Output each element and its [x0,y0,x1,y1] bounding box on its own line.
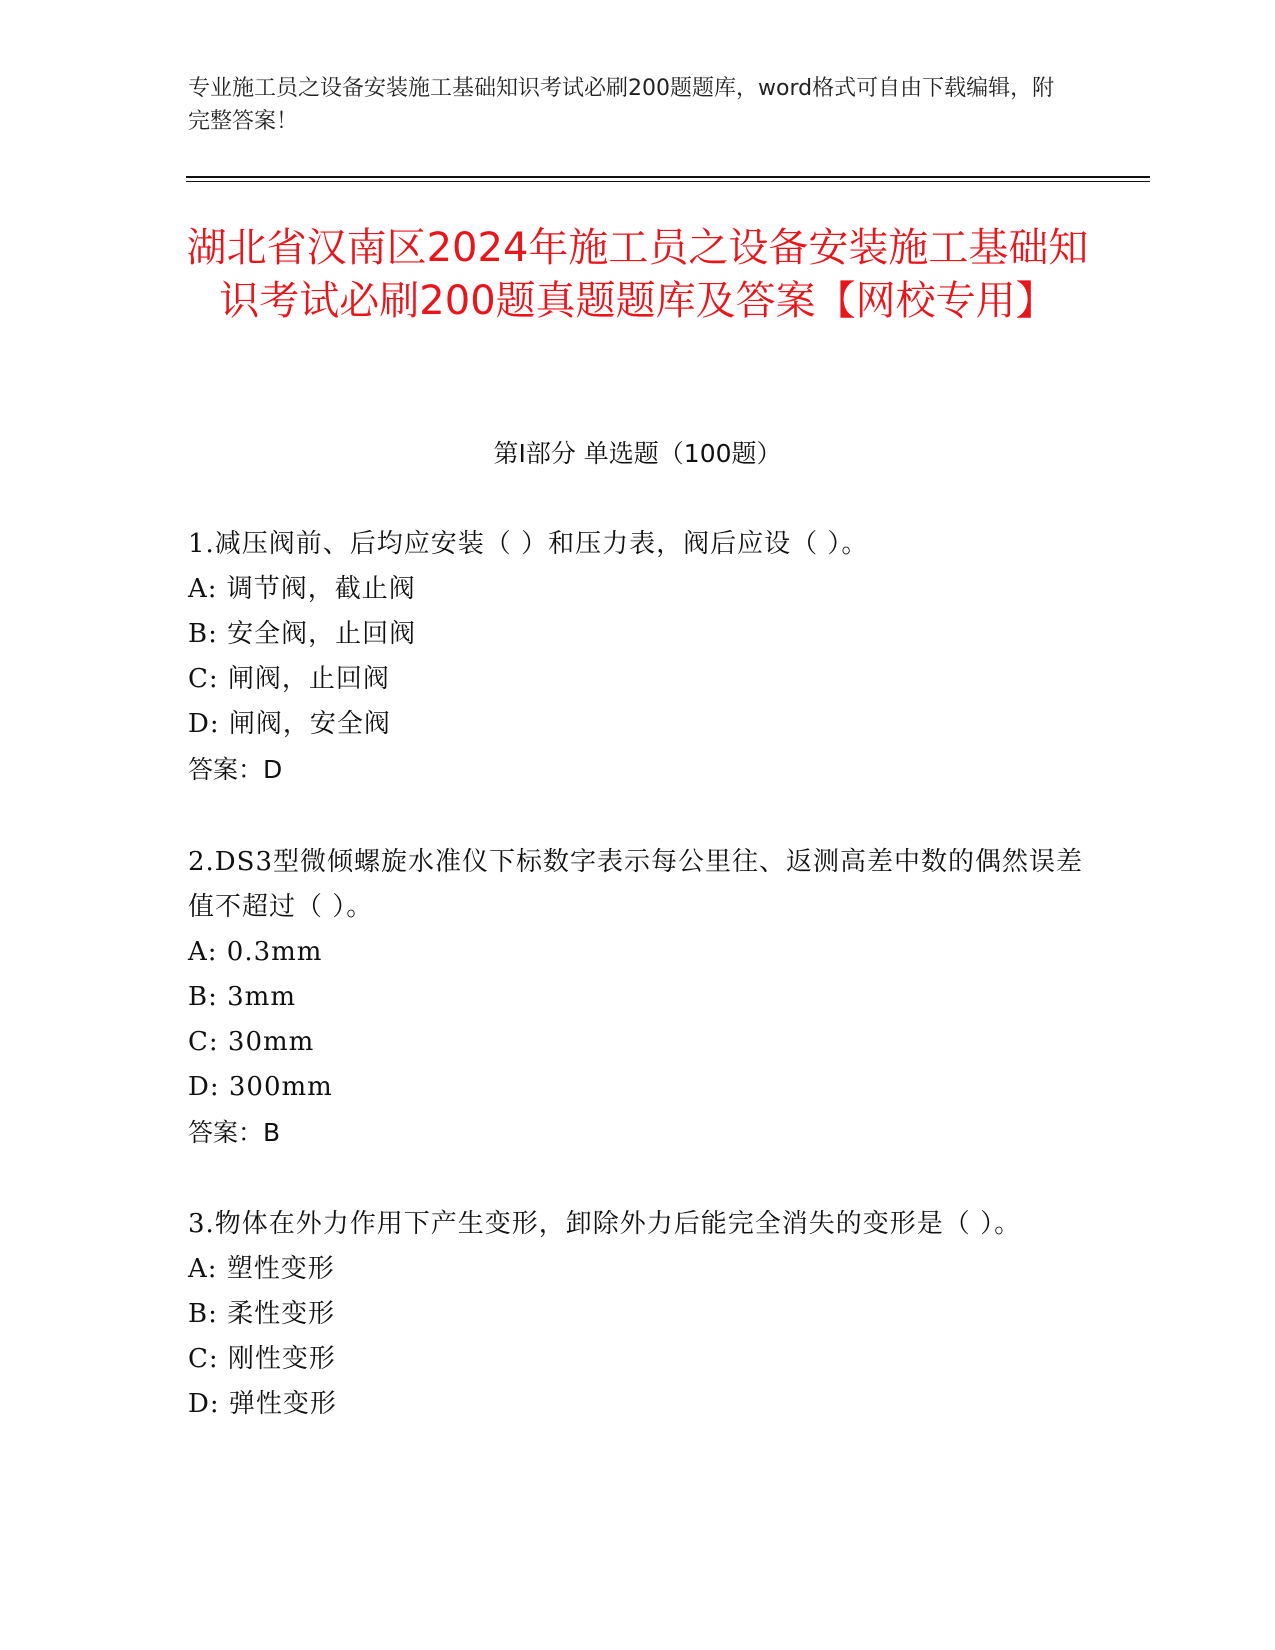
question-stem: 1.减压阀前、后均应安装（ ）和压力表，阀后应设（ ）。 [188,529,869,559]
header-note: 专业施工员之设备安装施工基础知识考试必刷200题题库，word格式可自由下载编辑，附完整答案！ [188,76,1055,134]
question-3 [188,1202,1088,1427]
question-1 [188,522,1088,792]
option-d: D: 闸阀，安全阀 [188,709,391,739]
document-title: 湖北省汉南区2024年施工员之设备安装施工基础知识考试必刷200题真题题库及答案【网校专用】 [186,225,1089,324]
option-a: A: 调节阀，截止阀 [188,574,416,604]
option-b: B: 安全阀，止回阀 [188,619,417,649]
option-b: B: 3mm [188,982,296,1012]
option-c: C: 闸阀，止回阀 [188,664,390,694]
option-a: A: 0.3mm [188,937,323,967]
answer: 答案：D [188,755,283,784]
answer: 答案：B [188,1118,281,1147]
option-c: C: 30mm [188,1027,315,1057]
option-d: D: 300mm [188,1072,333,1102]
question-2 [188,840,1088,1155]
section-heading: 第Ⅰ部分 单选题（100题） [493,439,782,468]
option-d: D: 弹性变形 [188,1389,337,1419]
option-c: C: 刚性变形 [188,1344,336,1374]
question-stem: 2.DS3型微倾螺旋水准仪下标数字表示每公里往、返测高差中数的偶然误差值不超过（ ）。 [188,847,1084,922]
header-divider-thick [186,176,1150,178]
header-divider-thin [186,181,1150,182]
option-a: A: 塑性变形 [188,1254,335,1284]
option-b: B: 柔性变形 [188,1299,336,1329]
question-stem: 3.物体在外力作用下产生变形，卸除外力后能完全消失的变形是（ ）。 [188,1209,1022,1239]
